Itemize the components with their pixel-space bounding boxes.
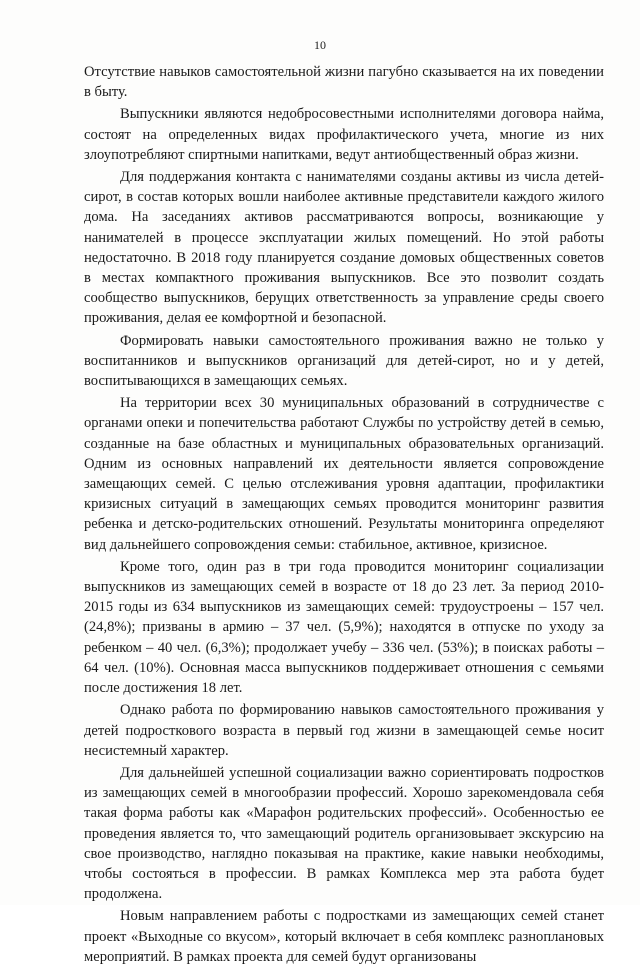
paragraph-4: Формировать навыки самостоятельного проживания важно не только у воспитанников и выпускников организаций для детей-сирот, но и у детей, воспитывающихся в замещающих семьях.: [84, 332, 604, 390]
paragraph-3: Для поддержания контакта с нанимателями созданы активы из числа детей-сирот, в состав которых вошли наиболее активные представители каждого жилого дома. На заседаниях активов рассматриваются вопросы, возникающие у нанимателей в процессе эксплуатации жилых помещений. Но этой работы недостаточно. В 2018 году планируется создание домовых общественных советов в местах компактного проживания выпускников. Все это позволит создать сообщество выпускников, берущих ответственность за управление среды своего проживания, делая ее комфортной и безопасной.: [84, 169, 604, 327]
paragraph-6: Кроме того, один раз в три года проводится мониторинг социализации выпускников из замещающих семей в возрасте от 18 до 23 лет. За период 2010-2015 годы из 634 выпускников из замещающих семей: трудоустроены – 157 чел. (24,8%); призваны в армию – 37 чел. (5,9%); находятся в отпуске по уходу за ребенком – 40 чел. (6,3%); продолжает учебу – 336 чел. (53%); в поисках работы – 64 чел. (10%). Основная масса выпускников поддерживает отношения с семьями после достижения 18 лет.: [84, 558, 604, 697]
paragraph-7: Однако работа по формированию навыков самостоятельного проживания у детей подросткового возраста в первый год жизни в замещающей семье носит несистемный характер.: [84, 702, 604, 759]
paragraph-5: На территории всех 30 муниципальных образований в сотрудничестве с органами опеки и попечительства работают Службы по устройству детей в семью, созданные на базе областных и муниципальных образовательных организаций. Одним из основных направлений их деятельности является сопровождение замещающих семей. С целью отслеживания уровня адаптации, профилактики кризисных ситуаций в замещающих семьях проводится мониторинг развития ребенка и детско-родительских отношений. Результаты мониторинга определяют вид дальнейшего сопровождения семьи: стабильное, активное, кризисное.: [84, 395, 604, 553]
page-number: 10: [314, 38, 326, 52]
paragraph-1: Отсутствие навыков самостоятельной жизни пагубно сказывается на их поведении в быту.: [84, 64, 604, 101]
paragraph-8: Для дальнейшей успешной социализации важно сориентировать подростков из замещающих семей в многообразии профессий. Хорошо зарекомендовала себя такая форма работы как «Марафон родительских профессий». Особенностью ее проведения является то, что замещающий родитель организовывает экскурсию на свое производство, наглядно показывая на практике, какие навыки необходимы, чтобы состояться в профессии. В рамках Комплекса мер эта работа будет продолжена.: [84, 764, 604, 903]
paragraph-9: Новым направлением работы с подростками из замещающих семей станет проект «Выходные со вкусом», который включает в себя комплекс разноплановых мероприятий. В рамках проекта для семей будут организованы: [84, 908, 604, 965]
body-text: [84, 62, 604, 969]
paragraph-2: Выпускники являются недобросовестными исполнителями договора найма, состоят на определенных видах профилактического учета, многие из них злоупотребляют спиртными напитками, ведут антиобщественный образ жизни.: [84, 106, 604, 163]
